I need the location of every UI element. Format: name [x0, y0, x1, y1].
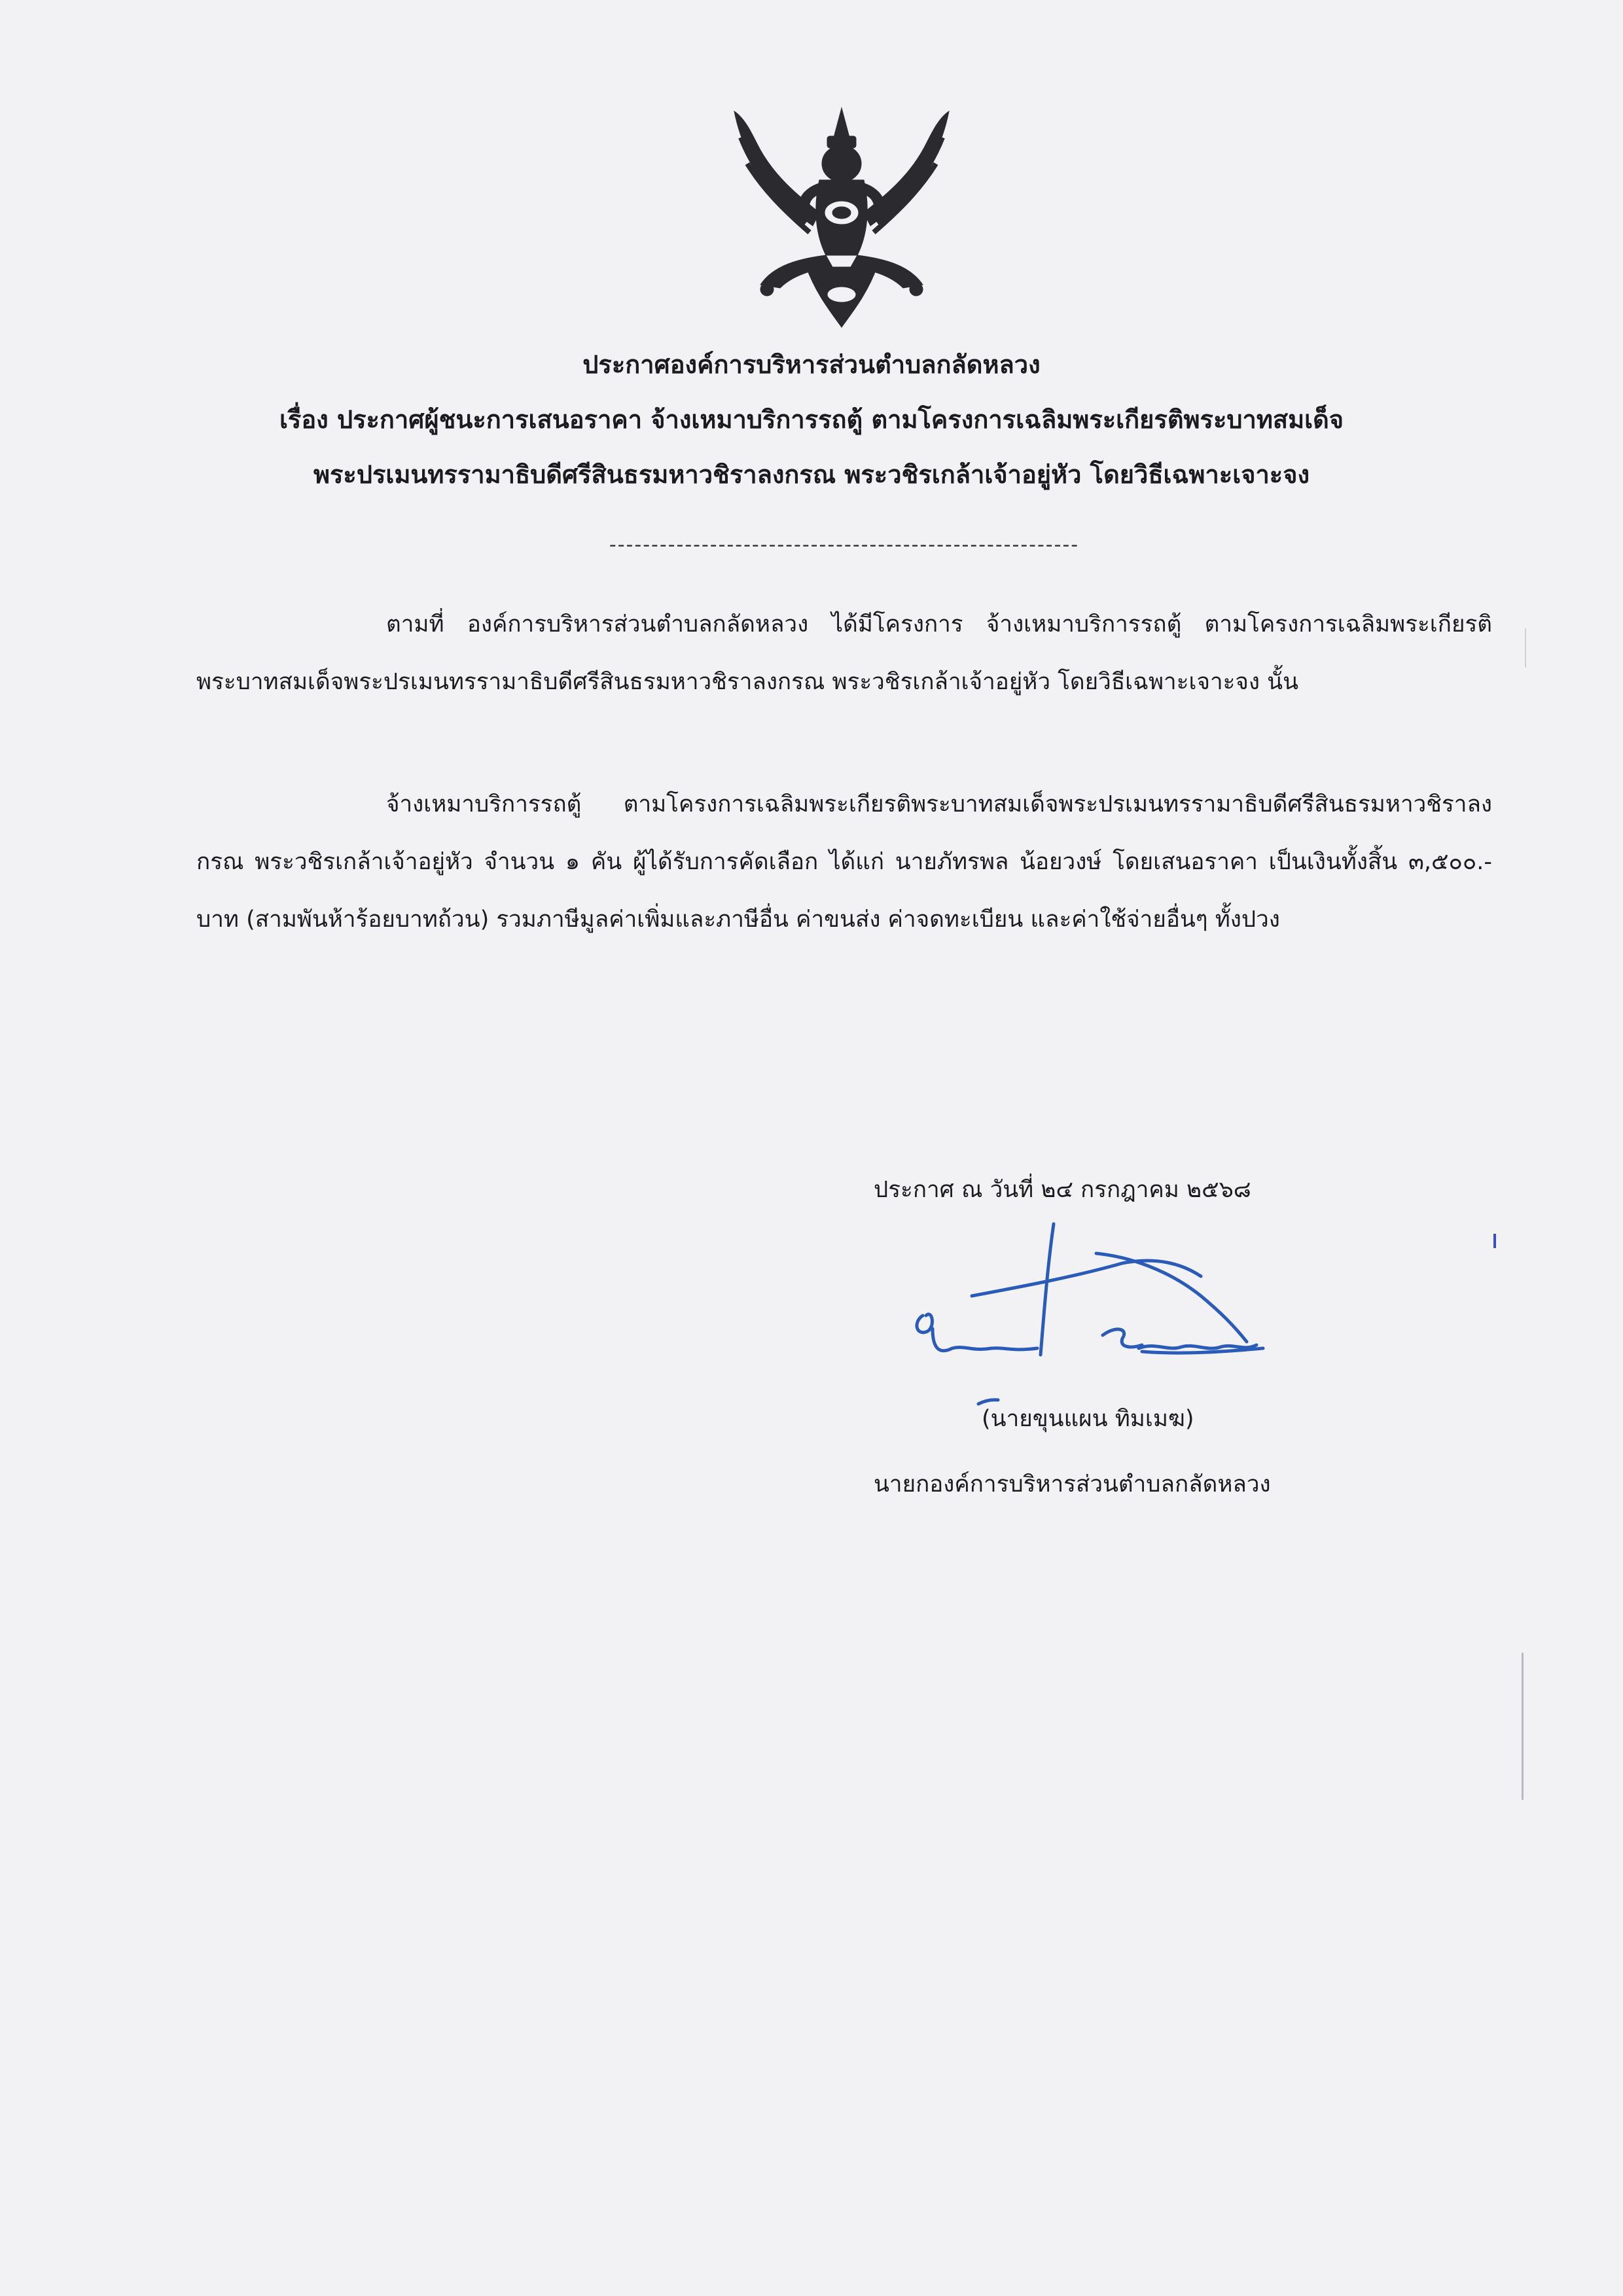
scan-mark-top: [1493, 1234, 1496, 1248]
paragraph-1-container: [196, 596, 1492, 711]
subject-line-2: พระปรเมนทรรามาธิบดีศรีสินธรมหาวชิราลงกรณ พระวชิรเกล้าเจ้าอยู่หัว โดยวิธีเฉพาะเจาะจง: [313, 460, 1310, 489]
scan-mark-left: [1525, 628, 1526, 668]
scan-mark-right: [1522, 1653, 1524, 1800]
paragraph-2-container: [196, 776, 1492, 948]
announcement-date: ประกาศ ณ วันที่ ๒๔ กรกฎาคม ๒๕๖๘: [874, 1177, 1251, 1203]
signer-name: (นายขุนแผน ทิมเมฆ): [982, 1406, 1194, 1432]
title-block: [98, 337, 1525, 502]
garuda-emblem-icon: [728, 98, 955, 334]
org-title: ประกาศองค์การบริหารส่วนตำบลกลัดหลวง: [582, 350, 1041, 379]
paragraph-2: จ้างเหมาบริการรถตู้ ตามโครงการเฉลิมพระเกียรติพระบาทสมเด็จพระปรเมนทรรามาธิบดีศรีสินธรมหาวชิราลงกรณ พระวชิรเกล้าเจ้าอยู่หัว จำนวน ๑ คัน ผู้ได้รับการคัดเลือก ได้แก่ นายภัทรพล น้อยวงษ์ โดยเสนอราคา เป็นเงินทั้งสิ้น ๓,๕๐๐.- บาท (สามพันห้าร้อยบาทถ้วน) รวมภาษีมูลค่าเพิ่มและภาษีอื่น ค่าขนส่ง ค่าจดทะเบียน และค่าใช้จ่ายอื่นๆ ทั้งปวง: [196, 791, 1492, 933]
signature-image: [906, 1217, 1279, 1414]
divider: --------------------------------------------------------: [609, 533, 1080, 556]
subject-line-1: เรื่อง ประกาศผู้ชนะการเสนอราคา จ้างเหมาบริการรถตู้ ตามโครงการเฉลิมพระเกียรติพระบาทสมเด็จ: [279, 405, 1344, 434]
paragraph-1: ตามที่ องค์การบริหารส่วนตำบลกลัดหลวง ได้มีโครงการ จ้างเหมาบริการรถตู้ ตามโครงการเฉลิมพระเกียรติพระบาทสมเด็จพระปรเมนทรรามาธิบดีศรีสินธรมหาวชิราลงกรณ พระวชิรเกล้าเจ้าอยู่หัว โดยวิธีเฉพาะเจาะจง นั้น: [196, 611, 1492, 695]
signer-title: นายกองค์การบริหารส่วนตำบลกลัดหลวง: [874, 1471, 1271, 1498]
